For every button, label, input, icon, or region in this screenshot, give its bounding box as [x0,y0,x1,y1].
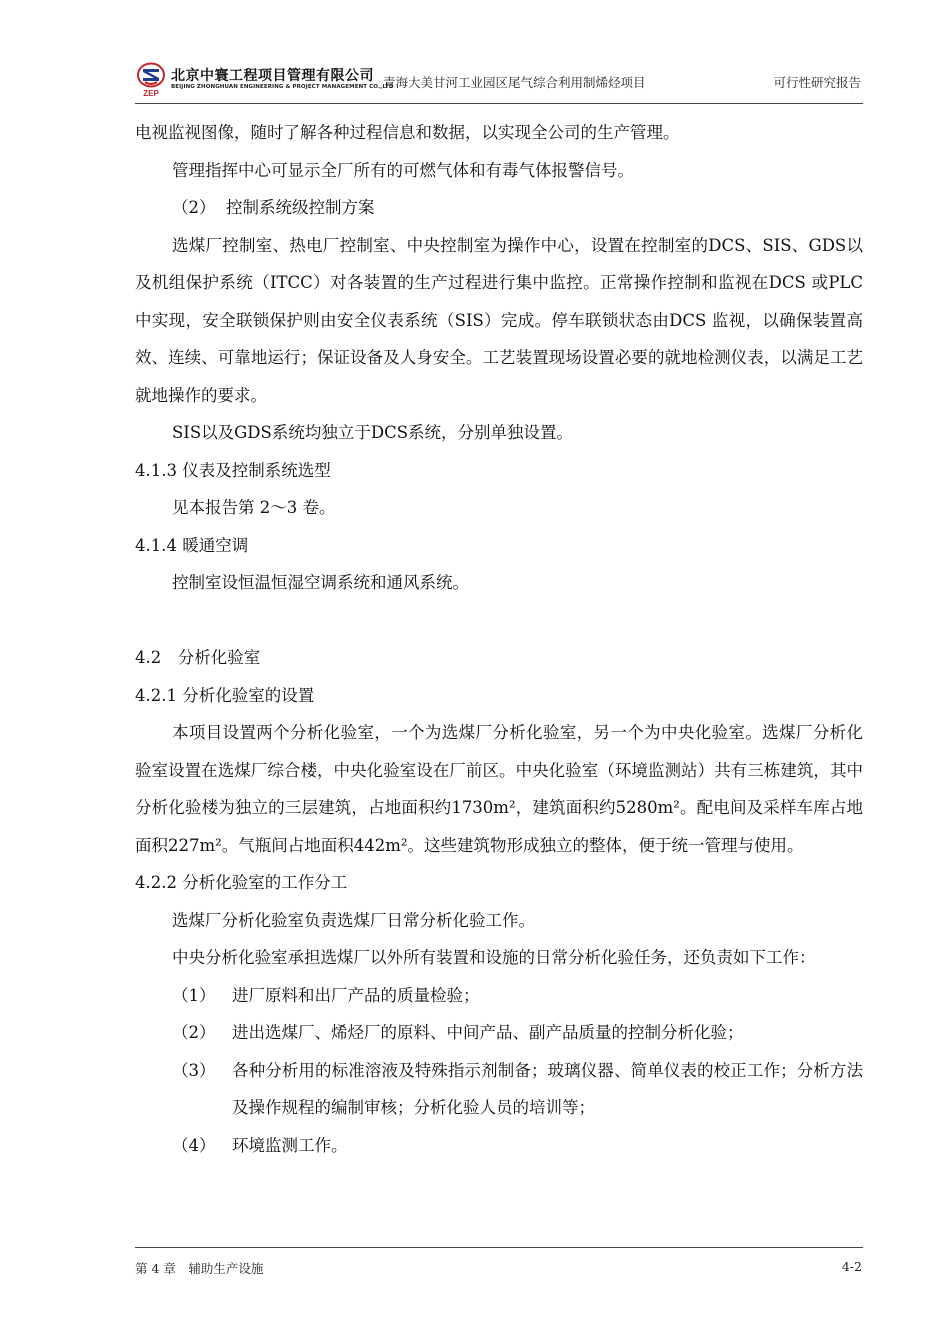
paragraph: 控制室设恒温恒湿空调系统和通风系统。 [172,573,469,592]
header-divider [135,103,863,104]
subheading-control-scheme [135,189,863,227]
list-text: 各种分析用的标准溶液及特殊指示剂制备；玻璃仪器、简单仪表的校正工作；分析方法及操作规程的编制审核；分析化验人员的培训等； [232,1060,863,1117]
logo-letters: ZEP [143,89,159,98]
header-doc-type: 可行性研究报告 [773,75,861,90]
company-name-cn: 北京中寰工程项目管理有限公司 [171,68,374,84]
list-item [135,1127,863,1165]
paragraph: 电视监视图像，随时了解各种过程信息和数据，以实现全公司的生产管理。 [135,123,680,142]
page-number: 4-2 [841,1259,862,1274]
footer-divider [135,1247,863,1248]
subheading-number: （2） [172,198,216,217]
page-header [135,62,863,102]
footer-chapter: 第 4 章 辅助生产设施 [135,1261,264,1276]
paragraph: 本项目设置两个分析化验室，一个为选煤厂分析化验室，另一个为中央化验室。选煤厂分析化验室设置在选煤厂综合楼，中央化验室设在厂前区。中央化验室（环境监测站）共有三栋建筑，其中分析化验楼为独立的三层建筑，占地面积约1730m²，建筑面积约5280m²。配电间及采样车库占地面积227m²。气瓶间占地面积442m²。这些建筑物形成独立的整体，便于统一管理与使用。 [135,723,863,855]
list-text: 环境监测工作。 [232,1135,348,1155]
section-heading-4-1-3: 4.1.3 仪表及控制系统选型 [135,460,331,480]
section-heading-4-2-2: 4.2.2 分析化验室的工作分工 [135,873,348,892]
header-project-title: 青海大美甘河工业园区尾气综合利用制烯烃项目 [383,75,646,90]
paragraph: SIS以及GDS系统均独立于DCS系统，分别单独设置。 [172,423,573,442]
company-logo-icon [135,62,167,98]
paragraph: 见本报告第 2～3 卷。 [172,498,336,517]
list-text: 进出选煤厂、烯烃厂的原料、中间产品、副产品质量的控制分析化验； [232,1023,744,1042]
section-heading-4-1-4: 4.1.4 暖通空调 [135,535,249,555]
list-number: （2） [172,1023,216,1042]
list-item [135,1052,863,1127]
list-item [135,977,863,1015]
list-number: （3） [172,1060,216,1080]
list-text: 进厂原料和出厂产品的质量检验； [232,985,480,1005]
paragraph: 选煤厂分析化验室负责选煤厂日常分析化验工作。 [172,910,535,930]
subheading-text: 控制系统级控制方案 [226,198,375,217]
spacer [135,602,863,640]
paragraph: 中央分析化验室承担选煤厂以外所有装置和设施的日常分析化验任务，还负责如下工作： [172,948,816,967]
section-heading-4-2: 4.2 分析化验室 [135,648,261,667]
page-body [135,114,863,1164]
paragraph: 管理指挥中心可显示全厂所有的可燃气体和有毒气体报警信号。 [172,160,634,180]
company-name-en: BEIJING ZHONGHUAN ENGINEERING & PROJECT MANAGEMENT CO.,LTD [171,84,394,90]
section-heading-4-2-1: 4.2.1 分析化验室的设置 [135,685,315,705]
list-number: （4） [172,1135,216,1155]
paragraph: 选煤厂控制室、热电厂控制室、中央控制室为操作中心，设置在控制室的DCS、SIS、GDS以及机组保护系统（ITCC）对各装置的生产过程进行集中监控。正常操作控制和监视在DCS 或PLC中实现，安全联锁保护则由安全仪表系统（SIS）完成。停车联锁状态由DCS 监视，以确保装置高效、连续、可靠地运行；保证设备及人身安全。工艺装置现场设置必要的就地检测仪表，以满足工艺就地操作的要求。 [135,235,863,405]
list-item [135,1014,863,1052]
list-number: （1） [172,985,216,1005]
